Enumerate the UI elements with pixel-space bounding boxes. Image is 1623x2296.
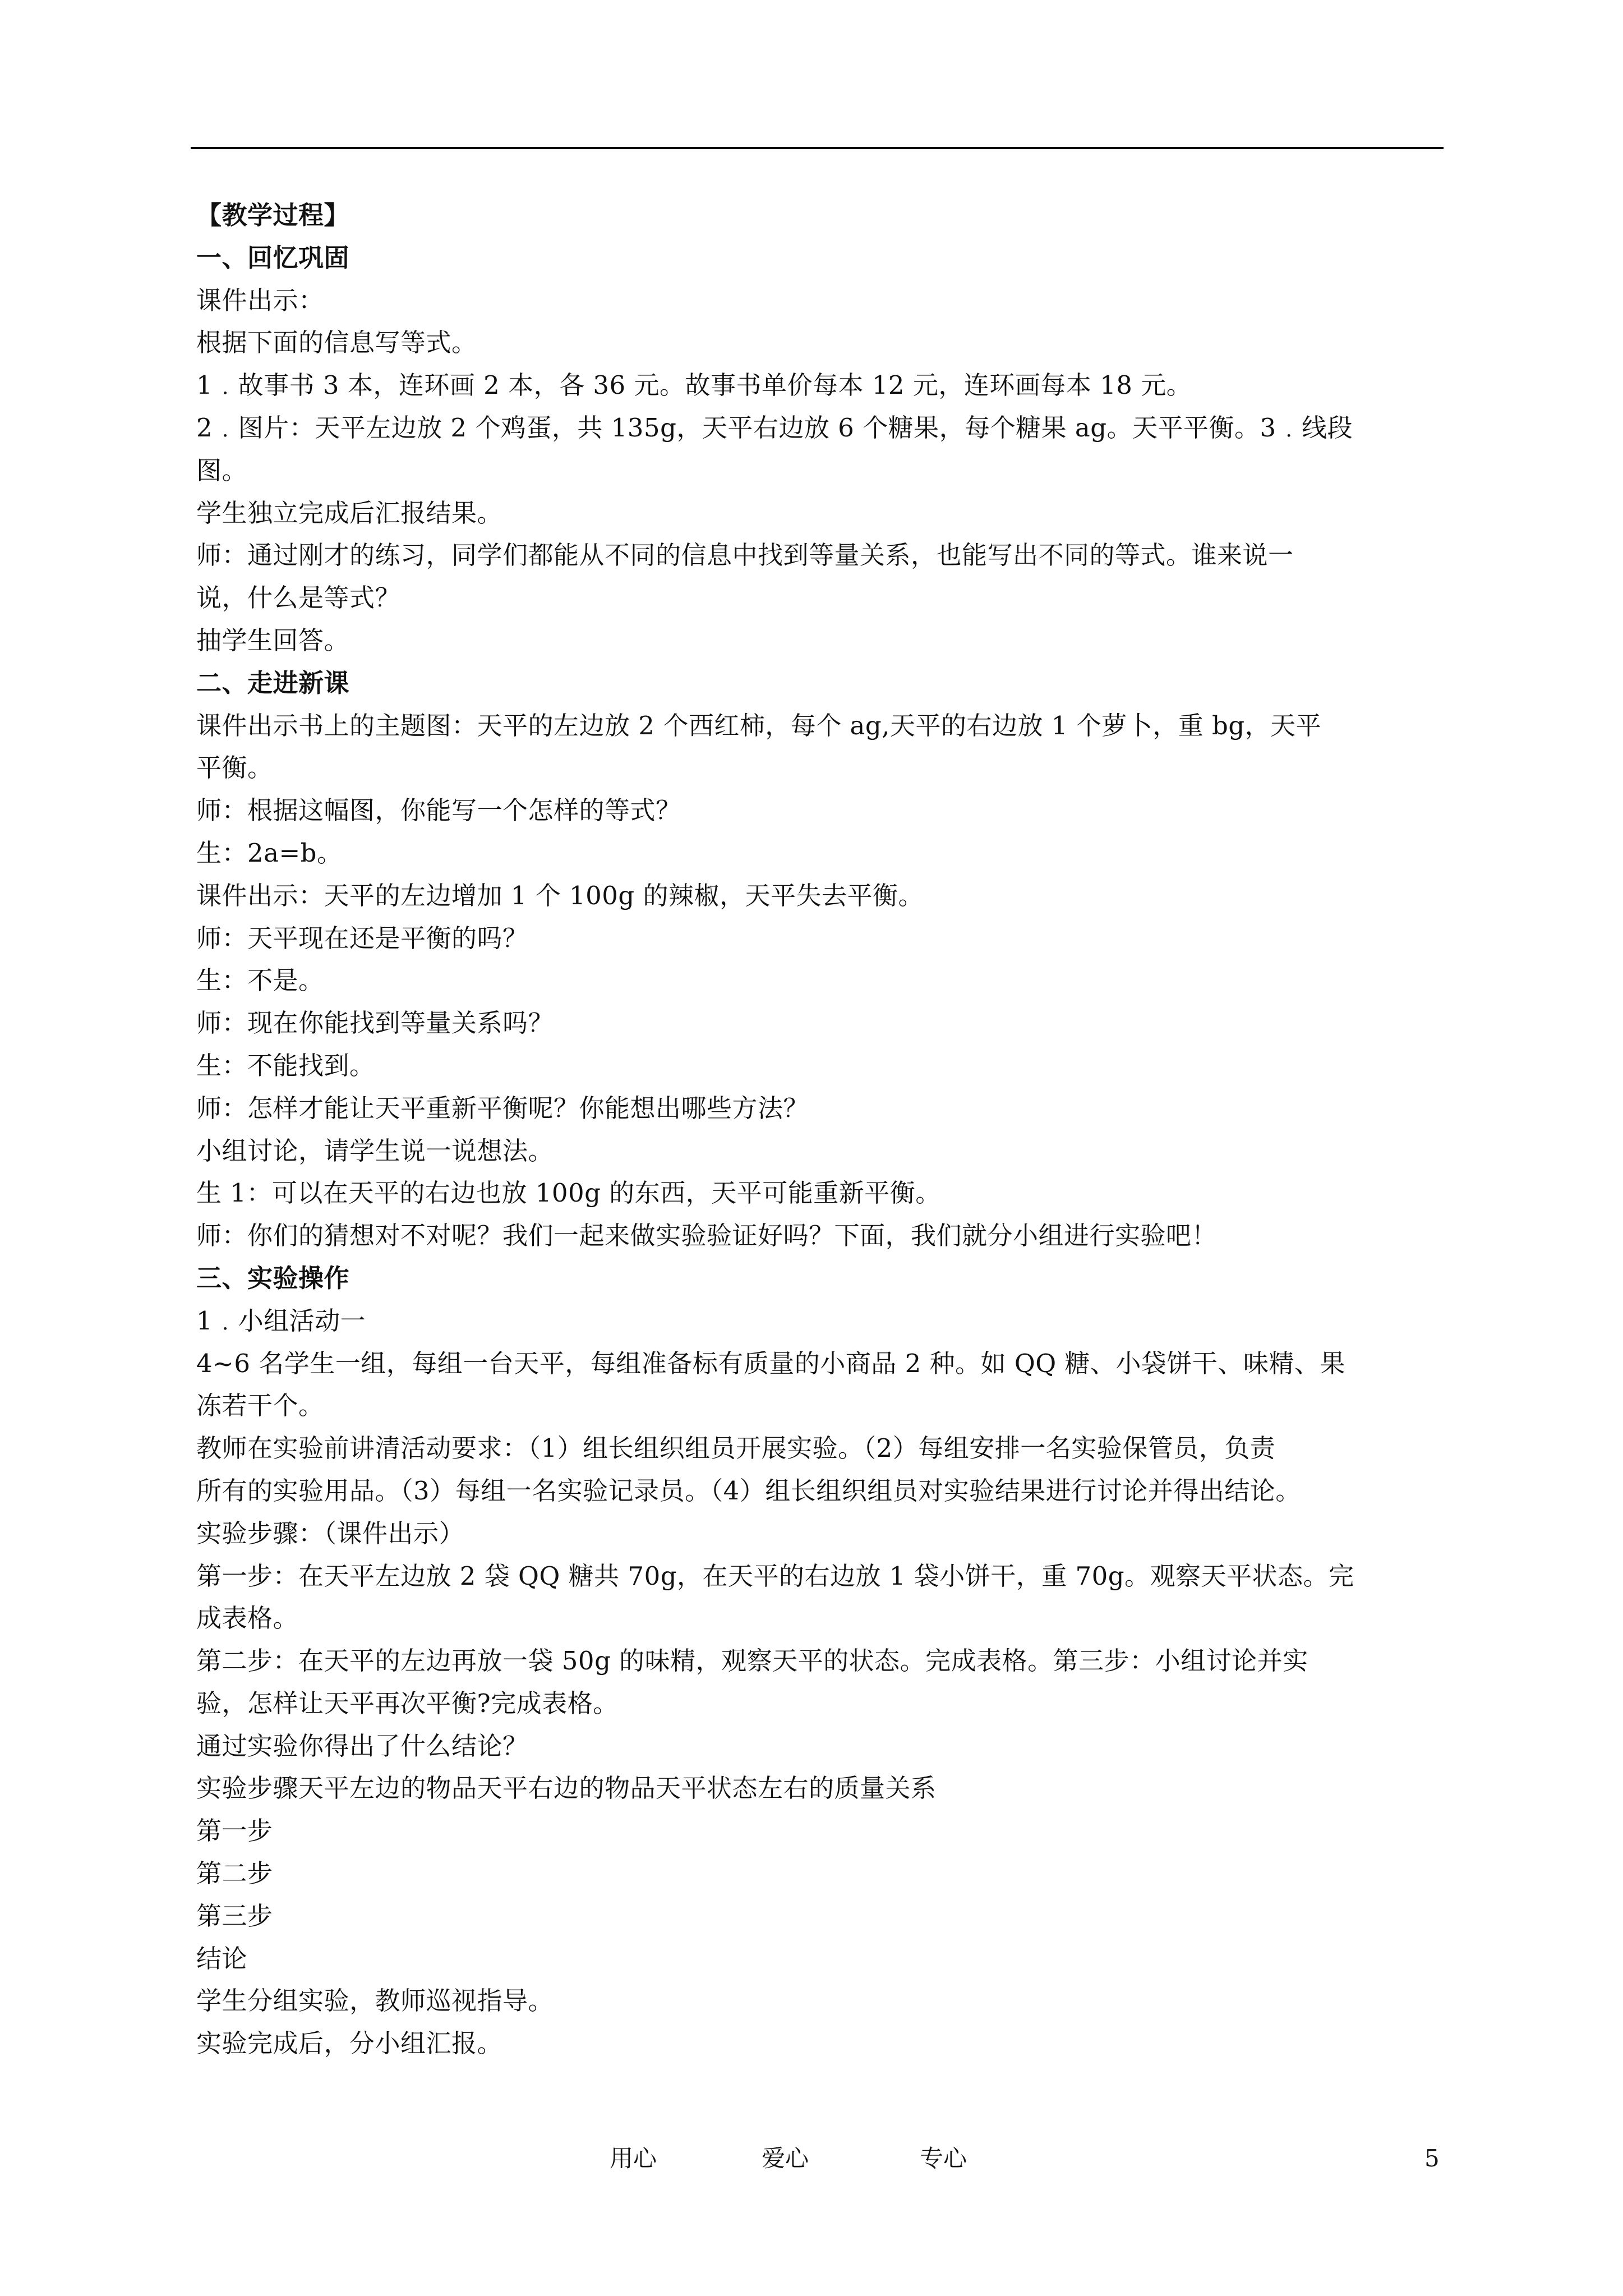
text-line: 第二步 <box>196 1858 273 1889</box>
text-line: 第一步 <box>196 1816 273 1846</box>
text-line: 第三步 <box>196 1901 273 1931</box>
text-line: 课件出示书上的主题图：天平的左边放 2 个西红柿，每个 ag,天平的右边放 1 个萝卜，重 bg，天平 <box>196 710 1322 740</box>
text-line: 抽学生回答。 <box>196 625 350 655</box>
text-line: 生：不能找到。 <box>196 1050 375 1080</box>
page-footer <box>0 2142 1623 2175</box>
text-line: 结论 <box>196 1943 248 1973</box>
text-line: 验，怎样让天平再次平衡?完成表格。 <box>196 1688 619 1718</box>
text-line: 所有的实验用品。（3）每组一名实验记录员。（4）组长组织组员对实验结果进行讨论并得出结论。 <box>196 1475 1301 1506</box>
text-line: 师：根据这幅图，你能写一个怎样的等式？ <box>196 795 681 826</box>
text-line: 课件出示：天平的左边增加 1 个 100g 的辣椒，天平失去平衡。 <box>196 880 924 910</box>
text-line: 1﹒故事书 3 本，连环画 2 本，各 36 元。故事书单价每本 12 元，连环画每本 18 元。 <box>196 370 1192 401</box>
text-line: 一、回忆巩固 <box>196 242 350 273</box>
text-line: 第二步：在天平的左边再放一袋 50g 的味精，观察天平的状态。完成表格。第三步：小组讨论并实 <box>196 1646 1308 1676</box>
text-line: 师：现在你能找到等量关系吗？ <box>196 1008 554 1038</box>
document-body <box>196 194 1453 2065</box>
text-line: 二、走进新课 <box>196 668 350 698</box>
text-line: 师：天平现在还是平衡的吗？ <box>196 923 528 953</box>
text-line: 生 1：可以在天平的右边也放 100g 的东西，天平可能重新平衡。 <box>196 1178 941 1208</box>
text-line: 学生分组实验，教师巡视指导。 <box>196 1986 554 2016</box>
text-line: 生：2a=b。 <box>196 838 343 868</box>
text-line: 根据下面的信息写等式。 <box>196 328 477 358</box>
text-line: 4~6 名学生一组，每组一台天平，每组准备标有质量的小商品 2 种。如 QQ 糖、小袋饼干、味精、果 <box>196 1348 1345 1378</box>
footer-motto-3: 专心 <box>920 2145 967 2172</box>
text-line: 1﹒小组活动一 <box>196 1305 366 1336</box>
text-line: 图。 <box>196 455 248 485</box>
text-line: 说，什么是等式？ <box>196 583 401 613</box>
text-line: 师：通过刚才的练习，同学们都能从不同的信息中找到等量关系，也能写出不同的等式。谁来说一 <box>196 540 1294 570</box>
page-number: 5 <box>1424 2145 1440 2172</box>
text-line: 冻若干个。 <box>196 1391 324 1421</box>
text-line: 实验步骤：（课件出示） <box>196 1518 465 1548</box>
text-line: 2﹒图片：天平左边放 2 个鸡蛋，共 135g，天平右边放 6 个糖果，每个糖果 ag。天平平衡。3﹒线段 <box>196 412 1353 443</box>
text-line: 【教学过程】 <box>196 200 350 230</box>
header-rule <box>191 147 1444 149</box>
text-line: 课件出示： <box>196 285 324 315</box>
text-line: 实验完成后，分小组汇报。 <box>196 2028 503 2059</box>
text-line: 小组讨论，请学生说一说想法。 <box>196 1135 554 1166</box>
text-line: 平衡。 <box>196 753 273 783</box>
text-line: 实验步骤天平左边的物品天平右边的物品天平状态左右的质量关系 <box>196 1773 937 1803</box>
text-line: 三、实验操作 <box>196 1263 350 1293</box>
footer-motto-1: 用心 <box>610 2145 657 2172</box>
text-line: 师：你们的猜想对不对呢？我们一起来做实验验证好吗？下面，我们就分小组进行实验吧！ <box>196 1221 1218 1251</box>
text-line: 教师在实验前讲清活动要求：（1）组长组织组员开展实验。（2）每组安排一名实验保管员，负责 <box>196 1433 1276 1464</box>
footer-motto-2: 爱心 <box>762 2145 809 2172</box>
text-line: 师：怎样才能让天平重新平衡呢？你能想出哪些方法？ <box>196 1093 809 1123</box>
text-line: 第一步：在天平左边放 2 袋 QQ 糖共 70g，在天平的右边放 1 袋小饼干，重 70g。观察天平状态。完 <box>196 1561 1354 1591</box>
text-line: 通过实验你得出了什么结论？ <box>196 1731 528 1761</box>
text-line: 生：不是。 <box>196 965 324 996</box>
text-line: 学生独立完成后汇报结果。 <box>196 498 503 528</box>
text-line: 成表格。 <box>196 1603 299 1634</box>
